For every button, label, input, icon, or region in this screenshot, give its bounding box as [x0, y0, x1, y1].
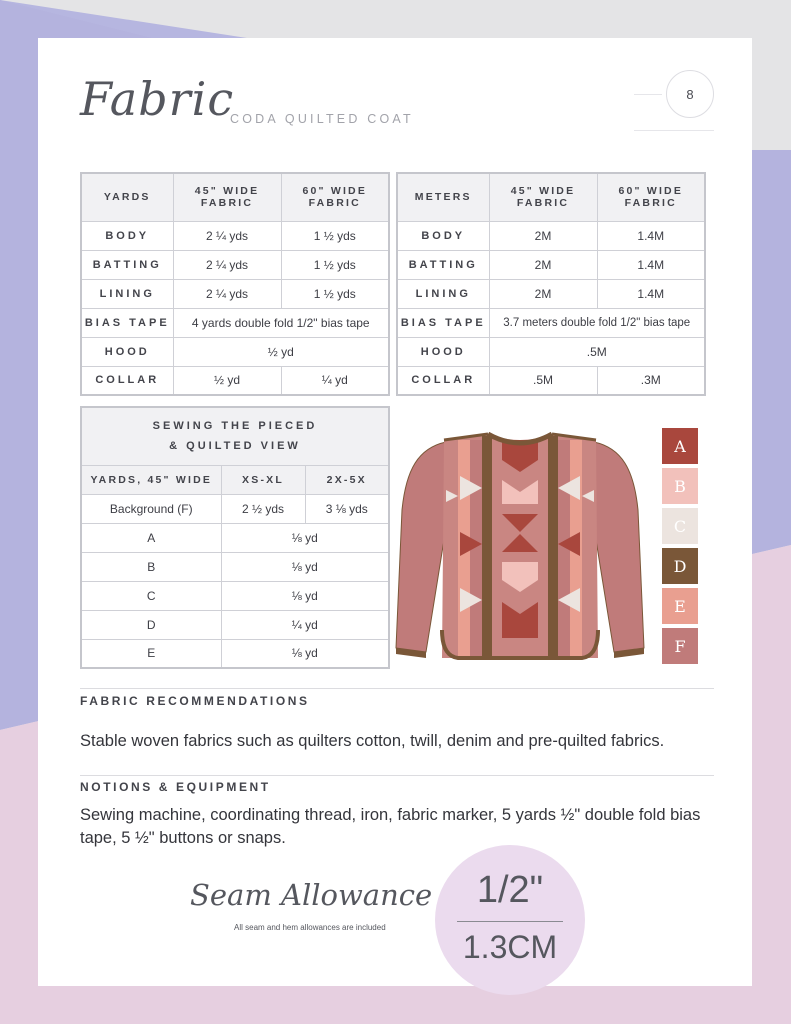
table-cell: 3 ⅛ yds [305, 494, 389, 523]
table-cell: ⅛ yd [221, 581, 389, 610]
table-row [81, 610, 389, 639]
table-cell: ⅛ yd [221, 523, 389, 552]
table-row [81, 366, 389, 395]
table-row [397, 279, 705, 308]
table-cell: 2M [489, 250, 597, 279]
meters-table [396, 172, 706, 396]
section-divider [80, 775, 714, 776]
badge-divider [457, 921, 563, 922]
table-row [81, 279, 389, 308]
table-row [81, 639, 389, 668]
quilted-coat-illustration [388, 430, 652, 666]
table-row [397, 250, 705, 279]
table-title-line: SEWING THE PIECED [152, 420, 318, 433]
row-label: B [81, 552, 221, 581]
header-cell: METERS [397, 173, 489, 221]
seam-metric: 1.3CM [462, 929, 558, 965]
row-label: C [81, 581, 221, 610]
row-label: D [81, 610, 221, 639]
table-row [397, 221, 705, 250]
swatch-a: A [662, 428, 698, 464]
table-cell: 2M [489, 279, 597, 308]
table-row [81, 581, 389, 610]
table-cell: ¼ yd [281, 366, 389, 395]
row-label: COLLAR [397, 366, 489, 395]
row-label: BATTING [81, 250, 173, 279]
table-row [81, 308, 389, 337]
page-subtitle: CODA QUILTED COAT [230, 112, 414, 126]
header-cell: YARDS [81, 173, 173, 221]
seam-allowance-badge [435, 845, 585, 995]
table-header-row [397, 173, 705, 221]
swatch-c: C [662, 508, 698, 544]
table-cell: 1 ½ yds [281, 221, 389, 250]
table-cell: 1.4M [597, 221, 705, 250]
table-cell: ⅛ yd [221, 639, 389, 668]
section-divider [80, 688, 714, 689]
header-cell: 60" WIDE FABRIC [281, 173, 389, 221]
fabric-recommendations-heading: FABRIC RECOMMENDATIONS [80, 694, 310, 708]
swatch-f: F [662, 628, 698, 664]
table-row [81, 552, 389, 581]
seam-allowance-note: All seam and hem allowances are included [234, 923, 386, 932]
table-cell: 3.7 meters double fold 1/2" bias tape [489, 308, 705, 337]
table-row [81, 337, 389, 366]
table-cell: ⅛ yd [221, 552, 389, 581]
table-cell: 1 ½ yds [281, 279, 389, 308]
table-cell: .5M [489, 366, 597, 395]
table-header-row [81, 173, 389, 221]
table-cell: 4 yards double fold 1/2" bias tape [173, 308, 389, 337]
header-cell: YARDS, 45" WIDE [81, 465, 221, 494]
row-label: A [81, 523, 221, 552]
yards-table [80, 172, 390, 396]
row-label: E [81, 639, 221, 668]
row-label: HOOD [397, 337, 489, 366]
row-label: BATTING [397, 250, 489, 279]
table-cell: ½ yd [173, 337, 389, 366]
row-label: BODY [81, 221, 173, 250]
header-divider [634, 130, 714, 131]
table-cell: 2 ¼ yds [173, 221, 281, 250]
swatch-e: E [662, 588, 698, 624]
row-label: LINING [81, 279, 173, 308]
page-number: 8 [666, 70, 714, 118]
fabric-recommendations-text: Stable woven fabrics such as quilters cotton, twill, denim and pre-quilted fabrics. [80, 732, 665, 750]
table-cell: .3M [597, 366, 705, 395]
table-cell: 2M [489, 221, 597, 250]
table-cell: 2 ½ yds [221, 494, 305, 523]
table-row [81, 523, 389, 552]
table-cell: 1 ½ yds [281, 250, 389, 279]
pieced-view-table [80, 406, 390, 669]
header-cell: 45" WIDE FABRIC [489, 173, 597, 221]
page-title: Fabric [80, 72, 235, 126]
notions-heading: NOTIONS & EQUIPMENT [80, 780, 271, 794]
document-page [38, 38, 752, 986]
header-cell: 45" WIDE FABRIC [173, 173, 281, 221]
table-header-row [81, 465, 389, 494]
table-cell: 2 ¼ yds [173, 250, 281, 279]
seam-allowance-title: Seam Allowance [190, 878, 433, 912]
table-row [81, 494, 389, 523]
row-label: HOOD [81, 337, 173, 366]
table-cell: 2 ¼ yds [173, 279, 281, 308]
header-cell: 2X-5X [305, 465, 389, 494]
row-label: Background (F) [81, 494, 221, 523]
header-cell: 60" WIDE FABRIC [597, 173, 705, 221]
table-cell: 1.4M [597, 250, 705, 279]
table-cell: 1.4M [597, 279, 705, 308]
table-row [397, 337, 705, 366]
table-row [81, 221, 389, 250]
table-title [81, 407, 389, 465]
header-cell: XS-XL [221, 465, 305, 494]
row-label: BIAS TAPE [397, 308, 489, 337]
header-divider-short [634, 94, 662, 95]
table-row [397, 308, 705, 337]
row-label: BIAS TAPE [81, 308, 173, 337]
table-cell: ½ yd [173, 366, 281, 395]
table-cell: ¼ yd [221, 610, 389, 639]
row-label: BODY [397, 221, 489, 250]
table-title-row [81, 407, 389, 465]
table-row [81, 250, 389, 279]
notions-text: Sewing machine, coordinating thread, iron, fabric marker, 5 yards ½" double fold bias tape, 5 ½" buttons or snaps. [80, 806, 701, 847]
row-label: LINING [397, 279, 489, 308]
table-title-line: & QUILTED VIEW [169, 440, 301, 453]
table-row [397, 366, 705, 395]
swatch-d: D [662, 548, 698, 584]
seam-imperial: 1/2" [476, 869, 544, 911]
row-label: COLLAR [81, 366, 173, 395]
swatch-b: B [662, 468, 698, 504]
table-cell: .5M [489, 337, 705, 366]
